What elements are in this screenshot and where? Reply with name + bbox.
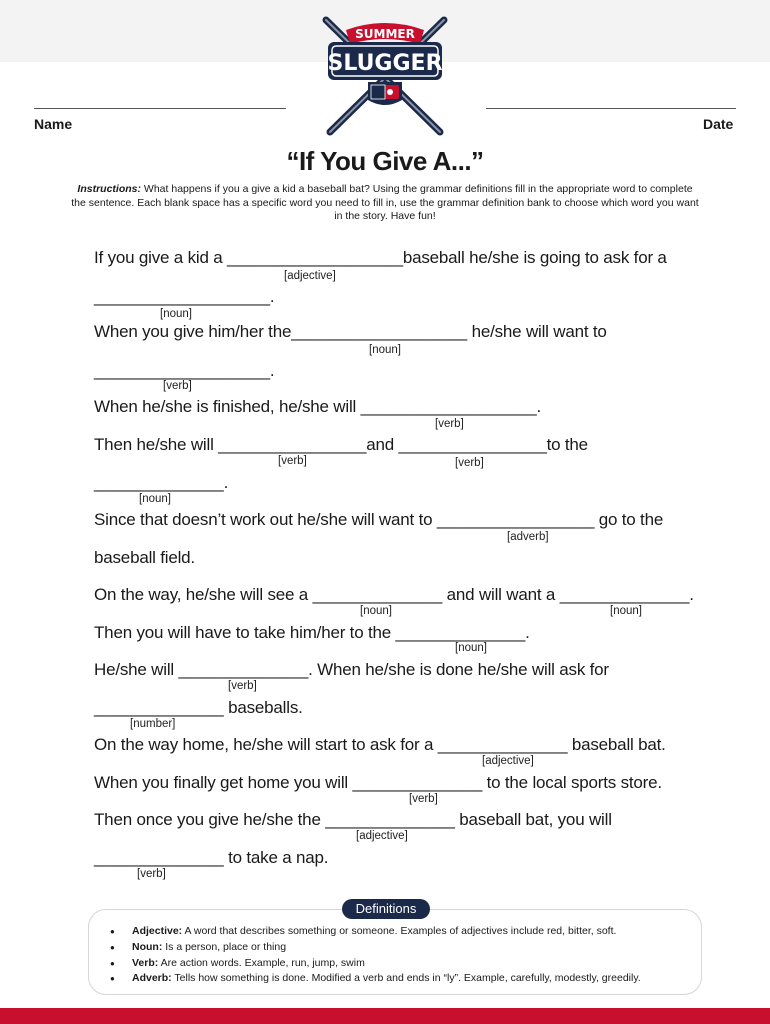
name-line[interactable] — [34, 108, 286, 109]
definitions-heading: Definitions — [342, 899, 430, 919]
blank-hint: [noun] — [139, 493, 171, 505]
page-title: “If You Give A...” — [286, 146, 484, 176]
story-line: On the way, he/she will see a ______________ and will want a ______________. — [94, 585, 694, 604]
footer-band — [0, 1008, 770, 1024]
blank-hint: [verb] — [278, 455, 307, 467]
blank-hint: [verb] — [163, 380, 192, 392]
blank-hint: [noun] — [160, 308, 192, 320]
blank-hint: [noun] — [610, 605, 642, 617]
blank-hint: [verb] — [137, 868, 166, 880]
story-line: Then he/she will ________________and ________________to the — [94, 435, 588, 454]
definition-item — [110, 956, 641, 972]
story-line: Since that doesn’t work out he/she will want to _________________ go to the — [94, 510, 664, 529]
definition-item — [110, 940, 641, 956]
blank-hint: [noun] — [360, 605, 392, 617]
blank-hint: [adverb] — [507, 531, 549, 543]
story-line: When you give him/her the___________________ he/she will want to — [94, 322, 607, 341]
definition-term: Adjective: — [132, 925, 183, 937]
definition-term: Noun: — [132, 940, 163, 953]
story-line: ______________. — [94, 473, 229, 492]
svg-text:SUMMER: SUMMER — [355, 27, 415, 41]
blank-hint: [adjective] — [284, 270, 336, 282]
definition-text: Is a person, place or thing — [162, 940, 287, 953]
blank-hint: [number] — [130, 718, 176, 730]
definition-text: Tells how something is done. Modified a verb and ends in “ly”. Example, carefully, modestly, greedily. — [171, 972, 641, 985]
date-line[interactable] — [486, 108, 736, 109]
story-line: When he/she is finished, he/she will ___________________. — [94, 397, 541, 416]
summer-slugger-logo — [316, 14, 454, 138]
blank-hint: [verb] — [228, 680, 257, 692]
instructions-text: What happens if you a give a kid a baseball bat? Using the grammar definitions fill in the appropriate word to complete the sentence. Each blank space has a specific word you need to fill in, use the grammar definition bank to choose which word you want in the story. Have fun! — [71, 183, 699, 222]
definition-text: A word that describes something or someone. Examples of adjectives include red, bitter, soft. — [182, 925, 617, 937]
definitions-list — [110, 924, 641, 987]
blank-hint: [noun] — [455, 642, 487, 654]
story-line: On the way home, he/she will start to ask for a ______________ baseball bat. — [94, 735, 666, 754]
blank-hint: [verb] — [435, 418, 464, 430]
story-line: If you give a kid a ___________________baseball he/she is going to ask for a — [94, 248, 667, 267]
story-line: baseball field. — [94, 548, 195, 567]
story-line: He/she will ______________. When he/she is done he/she will ask for — [94, 660, 609, 679]
blank-hint: [noun] — [369, 344, 401, 356]
instructions — [70, 183, 700, 224]
instructions-label: Instructions: — [77, 183, 142, 195]
story-line: ______________ to take a nap. — [94, 848, 329, 867]
definition-text: Are action words. Example, run, jump, swim — [158, 956, 365, 969]
svg-text:SLUGGER: SLUGGER — [327, 51, 443, 76]
story-line: Then you will have to take him/her to the ______________. — [94, 623, 530, 642]
blank-hint: [verb] — [409, 793, 438, 805]
blank-hint: [adjective] — [482, 755, 534, 767]
story-line: When you finally get home you will ______________ to the local sports store. — [94, 773, 662, 792]
definition-item — [110, 971, 641, 987]
blank-hint: [verb] — [455, 457, 484, 469]
story-line: Then once you give he/she the ______________ baseball bat, you will — [94, 810, 612, 829]
definition-term: Adverb: — [132, 972, 172, 985]
story-line: ______________ baseballs. — [94, 698, 303, 717]
definition-item — [110, 924, 641, 940]
story-line: ___________________. — [94, 287, 275, 306]
blank-hint: [adjective] — [356, 830, 408, 842]
date-label: Date — [703, 116, 734, 132]
definition-term: Verb: — [132, 956, 159, 969]
story-line: ___________________. — [94, 361, 275, 380]
name-label: Name — [34, 116, 73, 132]
